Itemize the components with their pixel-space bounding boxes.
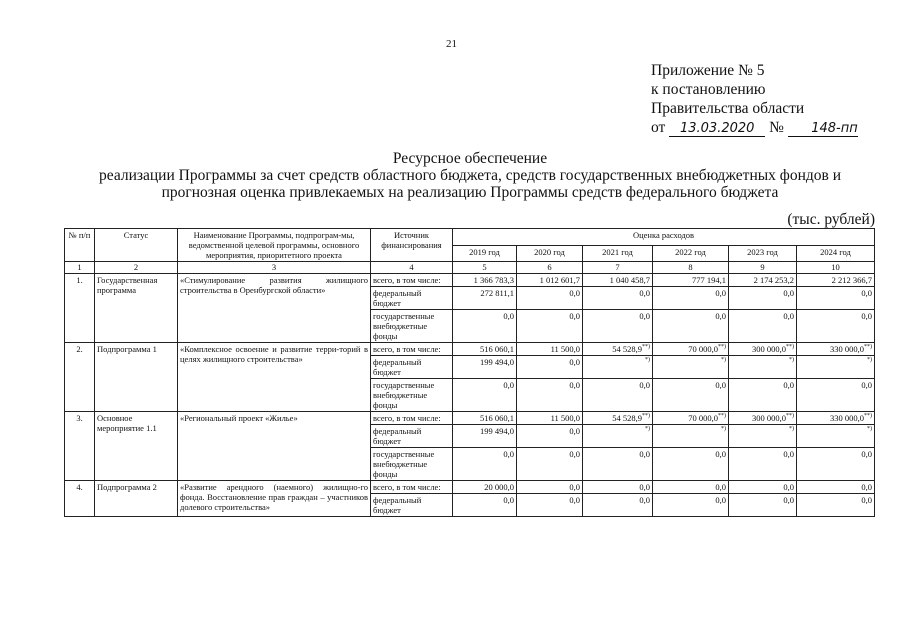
footnote-mark: **) [642, 413, 650, 420]
amount-cell [583, 274, 653, 287]
amount-cell [797, 343, 875, 356]
amount-cell [453, 274, 517, 287]
row-number: 4. [65, 481, 95, 517]
header-name: Наименование Программы, подпрограм-мы, ведомственной целевой программы, основного мероприятия, приоритетного проекта [178, 229, 371, 262]
header-status: Статус [95, 229, 178, 262]
amount-value: 0,0 [569, 495, 580, 505]
amount-cell [517, 356, 583, 379]
amount-cell [797, 379, 875, 412]
footnote-mark: *) [789, 426, 794, 433]
row-program-name: «Стимулирование развития жилищного строительства в Оренбургской области» [178, 274, 371, 343]
footnote-mark: *) [721, 357, 726, 364]
column-number: 5 [453, 262, 517, 274]
amount-value: 0,0 [783, 482, 794, 492]
amount-value: 0,0 [569, 380, 580, 390]
footnote-mark: *) [867, 426, 873, 433]
footnote-mark: **) [786, 413, 794, 420]
amount-cell [797, 310, 875, 343]
amount-cell [797, 287, 875, 310]
amount-value: 199 494,0 [480, 357, 514, 367]
amount-cell [797, 425, 875, 448]
amount-cell [729, 274, 797, 287]
amount-cell [653, 343, 729, 356]
amount-value: 0,0 [861, 495, 873, 505]
amount-value: 0,0 [861, 311, 873, 321]
footnote-mark: *) [721, 426, 726, 433]
amount-value: 1 366 783,3 [473, 275, 514, 285]
amount-value: 0,0 [639, 449, 650, 459]
amount-cell [797, 481, 875, 494]
amount-cell [453, 412, 517, 425]
page-number: 21 [446, 38, 457, 50]
amount-cell [797, 356, 875, 379]
amount-value: 0,0 [569, 288, 580, 298]
amount-value: 0,0 [861, 449, 873, 459]
amount-cell [517, 425, 583, 448]
amount-value: 0,0 [861, 380, 873, 390]
column-number: 3 [178, 262, 371, 274]
amount-value: 11 500,0 [550, 413, 580, 423]
amount-cell [653, 448, 729, 481]
amount-value: 1 040 458,7 [609, 275, 650, 285]
amount-cell [583, 448, 653, 481]
row-number: 2. [65, 343, 95, 412]
table-row [65, 274, 875, 287]
amount-value: 0,0 [861, 482, 873, 492]
amount-cell [729, 448, 797, 481]
column-number: 8 [653, 262, 729, 274]
funding-source: государственные внебюджетные фонды [371, 448, 453, 481]
amount-cell [453, 481, 517, 494]
column-number: 1 [65, 262, 95, 274]
column-number: 2 [95, 262, 178, 274]
amount-value: 0,0 [639, 380, 650, 390]
header-num: № п/п [65, 229, 95, 262]
table-header-row [65, 229, 875, 246]
amount-cell [729, 287, 797, 310]
header-year: 2019 год [453, 245, 517, 262]
amount-value: 2 174 253,2 [753, 275, 794, 285]
amount-value: 516 060,1 [480, 413, 514, 423]
amount-value: 0,0 [861, 288, 873, 298]
amount-cell [517, 448, 583, 481]
amount-value: 0,0 [783, 288, 794, 298]
amount-cell [517, 274, 583, 287]
column-number: 9 [729, 262, 797, 274]
footnote-mark: **) [642, 344, 650, 351]
amount-value: 1 012 601,7 [539, 275, 580, 285]
date-prefix: от [651, 119, 666, 136]
table-row [65, 481, 875, 494]
amount-value: 0,0 [569, 311, 580, 321]
amount-cell [517, 343, 583, 356]
handwritten-date: 13.03.2020 [669, 121, 765, 137]
amount-value: 0,0 [783, 449, 794, 459]
amount-value: 54 528,9 [612, 344, 642, 354]
amount-value: 272 811,1 [480, 288, 514, 298]
amount-cell [453, 494, 517, 517]
amount-value: 516 060,1 [480, 344, 514, 354]
amount-cell [453, 287, 517, 310]
appendix-date-line [651, 118, 858, 137]
amount-cell [517, 287, 583, 310]
amount-value: 0,0 [715, 482, 726, 492]
amount-value: 70 000,0 [688, 413, 718, 423]
row-program-name: «Региональный проект «Жилье» [178, 412, 371, 481]
resource-table [64, 228, 875, 517]
amount-value: 0,0 [715, 449, 726, 459]
amount-cell [653, 481, 729, 494]
footnote-mark: *) [867, 357, 873, 364]
amount-cell [729, 412, 797, 425]
row-status: Государственная программа [95, 274, 178, 343]
amount-cell [453, 356, 517, 379]
header-estimate: Оценка расходов [453, 229, 875, 246]
footnote-mark: *) [645, 357, 650, 364]
table-row [65, 412, 875, 425]
row-number: 3. [65, 412, 95, 481]
amount-value: 0,0 [715, 311, 726, 321]
amount-cell [729, 310, 797, 343]
number-prefix: № [769, 119, 784, 136]
document-subtitle-2: прогнозная оценка привлекаемых на реализацию Программы средств федерального бюджета [161, 184, 779, 201]
header-year: 2021 год [583, 245, 653, 262]
footnote-mark: **) [864, 344, 873, 351]
amount-value: 0,0 [569, 426, 580, 436]
amount-value: 0,0 [639, 495, 650, 505]
amount-value: 0,0 [503, 449, 514, 459]
amount-cell [453, 310, 517, 343]
amount-cell [583, 494, 653, 517]
amount-cell [653, 356, 729, 379]
amount-cell [653, 412, 729, 425]
funding-source: федеральный бюджет [371, 425, 453, 448]
row-status: Подпрограмма 1 [95, 343, 178, 412]
amount-value: 0,0 [715, 288, 726, 298]
amount-value: 11 500,0 [550, 344, 580, 354]
document-title: Ресурсное обеспечение [392, 150, 548, 167]
amount-value: 330 000,0 [830, 413, 865, 423]
amount-value: 777 194,1 [692, 275, 726, 285]
amount-cell [583, 287, 653, 310]
row-number: 1. [65, 274, 95, 343]
footnote-mark: *) [645, 426, 650, 433]
appendix-line-3: Правительства области [651, 100, 805, 117]
amount-cell [797, 412, 875, 425]
amount-cell [729, 379, 797, 412]
amount-value: 0,0 [503, 380, 514, 390]
footnote-mark: **) [864, 413, 873, 420]
amount-value: 70 000,0 [688, 344, 718, 354]
units-label: (тыс. рублей) [787, 211, 875, 228]
funding-source: государственные внебюджетные фонды [371, 310, 453, 343]
funding-source: всего, в том числе: [371, 481, 453, 494]
header-source: Источник финансирования [371, 229, 453, 262]
amount-value: 0,0 [503, 495, 514, 505]
header-year: 2023 год [729, 245, 797, 262]
amount-cell [583, 412, 653, 425]
column-number: 10 [797, 262, 875, 274]
amount-cell [453, 425, 517, 448]
footnote-mark: **) [786, 344, 794, 351]
amount-cell [653, 425, 729, 448]
header-year: 2024 год [797, 245, 875, 262]
row-program-name: «Развитие арендного (наемного) жилищно-го фонда. Восстановление прав граждан – участников долевого строительства» [178, 481, 371, 517]
footnote-mark: **) [718, 344, 726, 351]
amount-cell [653, 287, 729, 310]
amount-cell [583, 310, 653, 343]
amount-cell [797, 494, 875, 517]
amount-value: 20 000,0 [484, 482, 514, 492]
amount-value: 2 212 366,7 [831, 275, 873, 285]
amount-value: 199 494,0 [480, 426, 514, 436]
amount-cell [729, 356, 797, 379]
amount-value: 0,0 [503, 311, 514, 321]
amount-value: 0,0 [639, 288, 650, 298]
document-subtitle-1: реализации Программы за счет средств областного бюджета, средств государственных внебюджетных фондов и [99, 167, 841, 184]
amount-cell [517, 379, 583, 412]
funding-source: федеральный бюджет [371, 356, 453, 379]
amount-cell [583, 356, 653, 379]
row-program-name: «Комплексное освоение и развитие терри-торий в целях жилищного строительства» [178, 343, 371, 412]
funding-source: всего, в том числе: [371, 412, 453, 425]
funding-source: федеральный бюджет [371, 494, 453, 517]
amount-cell [729, 494, 797, 517]
row-status: Основное мероприятие 1.1 [95, 412, 178, 481]
amount-cell [729, 481, 797, 494]
footnote-mark: **) [718, 413, 726, 420]
amount-cell [653, 494, 729, 517]
funding-source: всего, в том числе: [371, 343, 453, 356]
amount-cell [797, 448, 875, 481]
amount-value: 0,0 [783, 380, 794, 390]
row-status: Подпрограмма 2 [95, 481, 178, 517]
amount-cell [729, 343, 797, 356]
amount-value: 0,0 [783, 495, 794, 505]
amount-cell [453, 379, 517, 412]
amount-cell [653, 379, 729, 412]
appendix-line-2: к постановлению [651, 81, 766, 98]
appendix-line-1: Приложение № 5 [651, 62, 765, 79]
amount-cell [797, 274, 875, 287]
funding-source: всего, в том числе: [371, 274, 453, 287]
header-year: 2020 год [517, 245, 583, 262]
amount-value: 0,0 [639, 482, 650, 492]
amount-value: 54 528,9 [612, 413, 642, 423]
amount-cell [583, 425, 653, 448]
amount-value: 0,0 [639, 311, 650, 321]
amount-cell [583, 343, 653, 356]
funding-source: государственные внебюджетные фонды [371, 379, 453, 412]
column-number: 4 [371, 262, 453, 274]
column-number: 6 [517, 262, 583, 274]
table-row [65, 343, 875, 356]
amount-value: 300 000,0 [752, 413, 786, 423]
amount-value: 0,0 [569, 482, 580, 492]
amount-value: 300 000,0 [752, 344, 786, 354]
amount-cell [453, 448, 517, 481]
amount-cell [517, 481, 583, 494]
amount-cell [583, 481, 653, 494]
amount-value: 330 000,0 [830, 344, 865, 354]
funding-source: федеральный бюджет [371, 287, 453, 310]
table-column-numbers-row [65, 262, 875, 274]
amount-cell [729, 425, 797, 448]
header-year: 2022 год [653, 245, 729, 262]
amount-value: 0,0 [715, 495, 726, 505]
amount-value: 0,0 [783, 311, 794, 321]
amount-cell [517, 494, 583, 517]
amount-cell [583, 379, 653, 412]
amount-cell [517, 310, 583, 343]
column-number: 7 [583, 262, 653, 274]
amount-cell [653, 310, 729, 343]
amount-value: 0,0 [715, 380, 726, 390]
appendix-block [651, 61, 858, 137]
handwritten-number: 148-пп [788, 121, 858, 137]
amount-cell [517, 412, 583, 425]
amount-value: 0,0 [569, 449, 580, 459]
amount-cell [653, 274, 729, 287]
footnote-mark: *) [789, 357, 794, 364]
amount-cell [453, 343, 517, 356]
amount-value: 0,0 [569, 357, 580, 367]
